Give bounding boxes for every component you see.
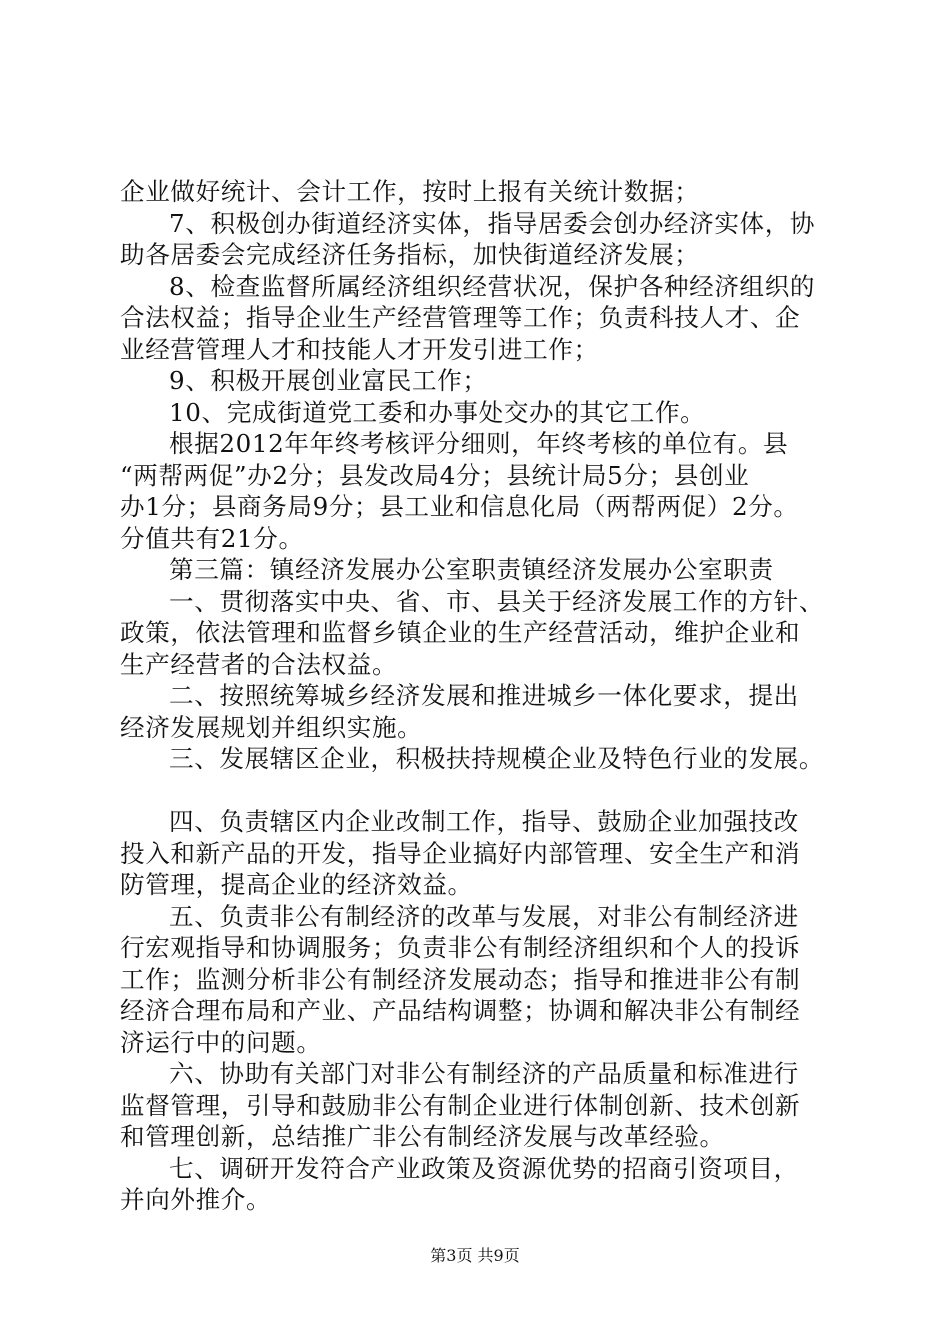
text-line: 二、按照统筹城乡经济发展和推进城乡一体化要求，提出 (169, 681, 799, 710)
text-line: 监督管理，引导和鼓励非公有制企业进行体制创新、技术创新 (120, 1090, 801, 1120)
text-line: 8、检查监督所属经济组织经营状况，保护各种经济组织的 (169, 271, 816, 301)
text-line: 三、发展辖区企业，积极扶持规模企业及特色行业的发展。 (169, 744, 825, 773)
text-line: 业经营管理人才和技能人才开发引进工作； (120, 334, 599, 364)
text-line: 助各居委会完成经济任务指标，加快街道经济发展； (120, 240, 700, 269)
text-line: 经济合理布局和产业、产品结构调整；协调和解决非公有制经 (120, 996, 801, 1025)
section-heading: 第三篇：镇经济发展办公室职责镇经济发展办公室职责 (169, 555, 774, 584)
text-line: 七、调研开发符合产业政策及资源优势的招商引资项目， (169, 1153, 799, 1183)
text-line: 并向外推介。 (120, 1185, 272, 1214)
text-line: 7、积极创办街道经济实体，指导居委会创办经济实体，协 (169, 208, 816, 238)
text-line: 工作；监测分析非公有制经济发展动态；指导和推进非公有制 (120, 964, 801, 994)
text-line: 9、积极开展创业富民工作； (169, 366, 488, 395)
text-line: 根据2012年年终考核评分细则，年终考核的单位有。县 (169, 429, 789, 458)
text-line: 生产经营者的合法权益。 (120, 649, 398, 679)
text-line: 六、协助有关部门对非公有制经济的产品质量和标准进行 (169, 1059, 799, 1088)
text-line: 办1分；县商务局9分；县工业和信息化局（两帮两促）2分。 (120, 492, 799, 521)
paragraph-spacer (120, 775, 840, 807)
text-line: 政策，依法管理和监督乡镇企业的生产经营活动，维护企业和 (120, 618, 801, 647)
text-line: 分值共有21分。 (120, 523, 304, 553)
text-line: 一、贯彻落实中央、省、市、县关于经济发展工作的方针、 (169, 586, 825, 616)
text-line: 五、负责非公有制经济的改革与发展，对非公有制经济进 (169, 901, 799, 931)
page-number-footer: 第3页 共9页 (430, 1246, 520, 1265)
text-line: 投入和新产品的开发，指导企业搞好内部管理、安全生产和消 (120, 838, 801, 868)
text-line: 济运行中的问题。 (120, 1027, 322, 1057)
text-line: 企业做好统计、会计工作，按时上报有关统计数据； (120, 177, 700, 206)
text-line: 防管理，提高企业的经济效益。 (120, 870, 473, 899)
text-line: 和管理创新，总结推广非公有制经济发展与改革经验。 (120, 1122, 725, 1151)
text-line: “两帮两促”办2分；县发改局4分；县统计局5分；县创业 (120, 460, 750, 490)
text-line: 经济发展规划并组织实施。 (120, 712, 423, 742)
text-line: 合法权益；指导企业生产经营管理等工作；负责科技人才、企 (120, 303, 801, 332)
text-line: 行宏观指导和协调服务；负责非公有制经济组织和个人的投诉 (120, 933, 801, 962)
text-line: 四、负责辖区内企业改制工作，指导、鼓励企业加强技改 (169, 807, 799, 836)
text-line: 10、完成街道党工委和办事处交办的其它工作。 (169, 397, 706, 427)
document-body (120, 176, 840, 1216)
